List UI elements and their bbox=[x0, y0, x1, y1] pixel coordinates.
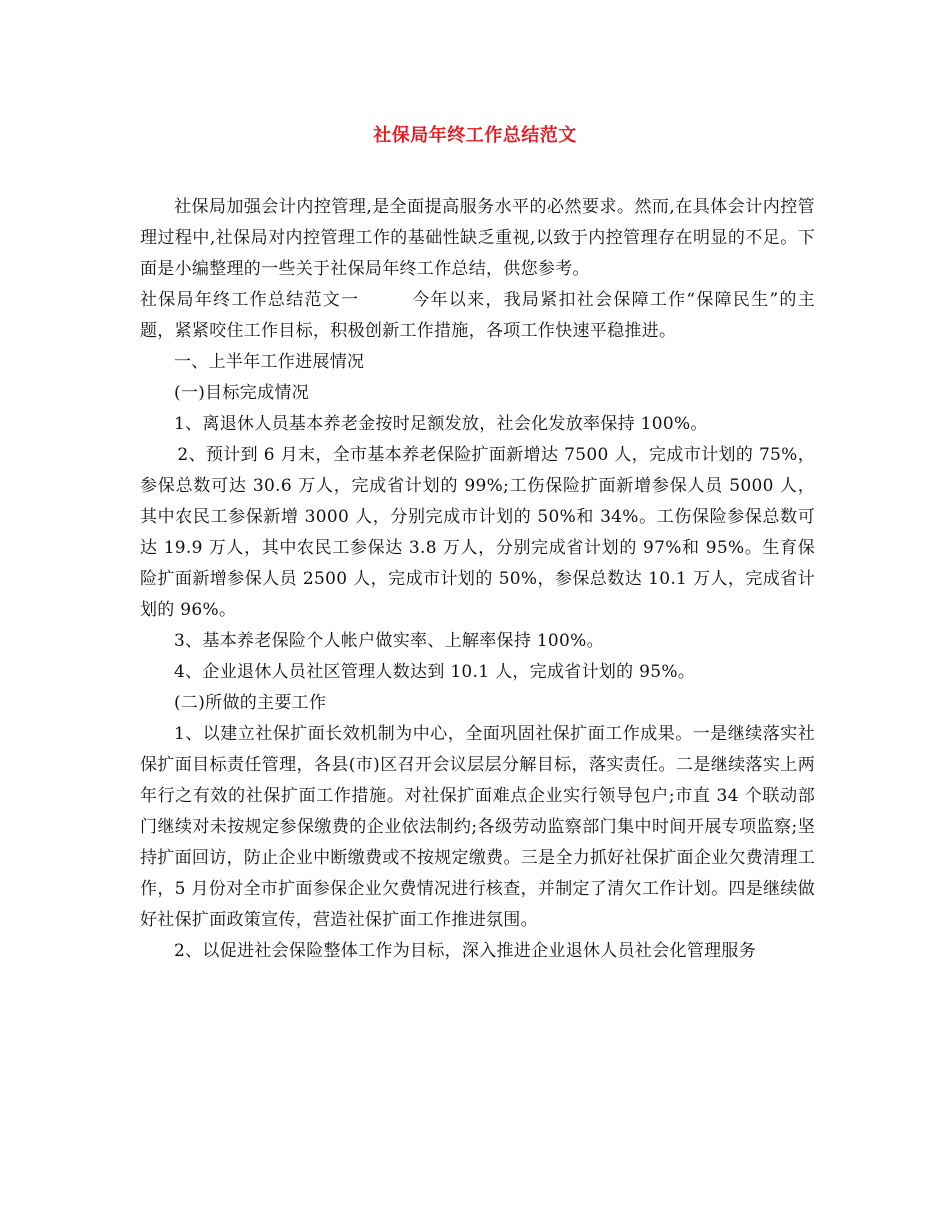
item-1-1: 1、离退休人员基本养老金按时足额发放，社会化发放率保持 100%。 bbox=[174, 414, 708, 434]
sub-heading-1: (一)目标完成情况 bbox=[174, 383, 309, 403]
item-1-4: 4、企业退休人员社区管理人数达到 10.1 人，完成省计划的 95%。 bbox=[174, 662, 696, 682]
section-lead-paragraph bbox=[140, 285, 815, 347]
item-1-3: 3、基本养老保险个人帐户做实率、上解率保持 100%。 bbox=[174, 631, 604, 651]
sub-heading-2: (二)所做的主要工作 bbox=[174, 693, 327, 713]
item-1-2: 2、预计到 6 月末，全市基本养老保险扩面新增达 7500 人，完成市计划的 75%，参保总数可达 30.6 万人，完成省计划的 99%;工伤保险扩面新增参保人员 5000 人，其中农民工参保新增 3000 人，分别完成市计划的 50%和 34%。工伤保险参保总数可达 19.9 万人，其中农民工参保达 3.8 万人，分别完成省计划的 97%和 95%。生育保险扩面新增参保人员 2500 人，完成市计划的 50%，参保总数达 10.1 万人，完成省计划的 96%。 bbox=[140, 445, 815, 620]
heading-1: 一、上半年工作进展情况 bbox=[174, 352, 365, 372]
item-2-2: 2、以促进社会保险整体工作为目标，深入推进企业退休人员社会化管理服务 bbox=[174, 941, 757, 961]
intro-paragraph: 社保局加强会计内控管理,是全面提高服务水平的必然要求。然而,在具体会计内控管理过程中,社保局对内控管理工作的基础性缺乏重视,以致于内控管理存在明显的不足。下面是小编整理的一些关于社保局年终工作总结，供您参考。 bbox=[140, 197, 815, 279]
section-title: 社保局年终工作总结范文一 bbox=[140, 290, 360, 310]
item-2-1: 1、以建立社保扩面长效机制为中心，全面巩固社保扩面工作成果。一是继续落实社保扩面目标责任管理，各县(市)区召开会议层层分解目标，落实责任。二是继续落实上两年行之有效的社保扩面工作措施。对社保扩面难点企业实行领导包户;市直 34 个联动部门继续对未按规定参保缴费的企业依法制约;各级劳动监察部门集中时间开展专项监察;坚持扩面回访，防止企业中断缴费或不按规定缴费。三是全力抓好社保扩面企业欠费清理工作，5 月份对全市扩面参保企业欠费情况进行核查，并制定了清欠工作计划。四是继续做好社保扩面政策宣传，营造社保扩面工作推进氛围。 bbox=[140, 724, 815, 930]
section-lead-text: 今年以来，我局紧扣社会保障工作“保障民生”的主题，紧紧咬住工作目标，积极创新工作措施，各项工作快速平稳推进。 bbox=[140, 290, 815, 341]
document-title: 社保局年终工作总结范文 bbox=[373, 125, 577, 146]
document-body bbox=[140, 192, 815, 967]
